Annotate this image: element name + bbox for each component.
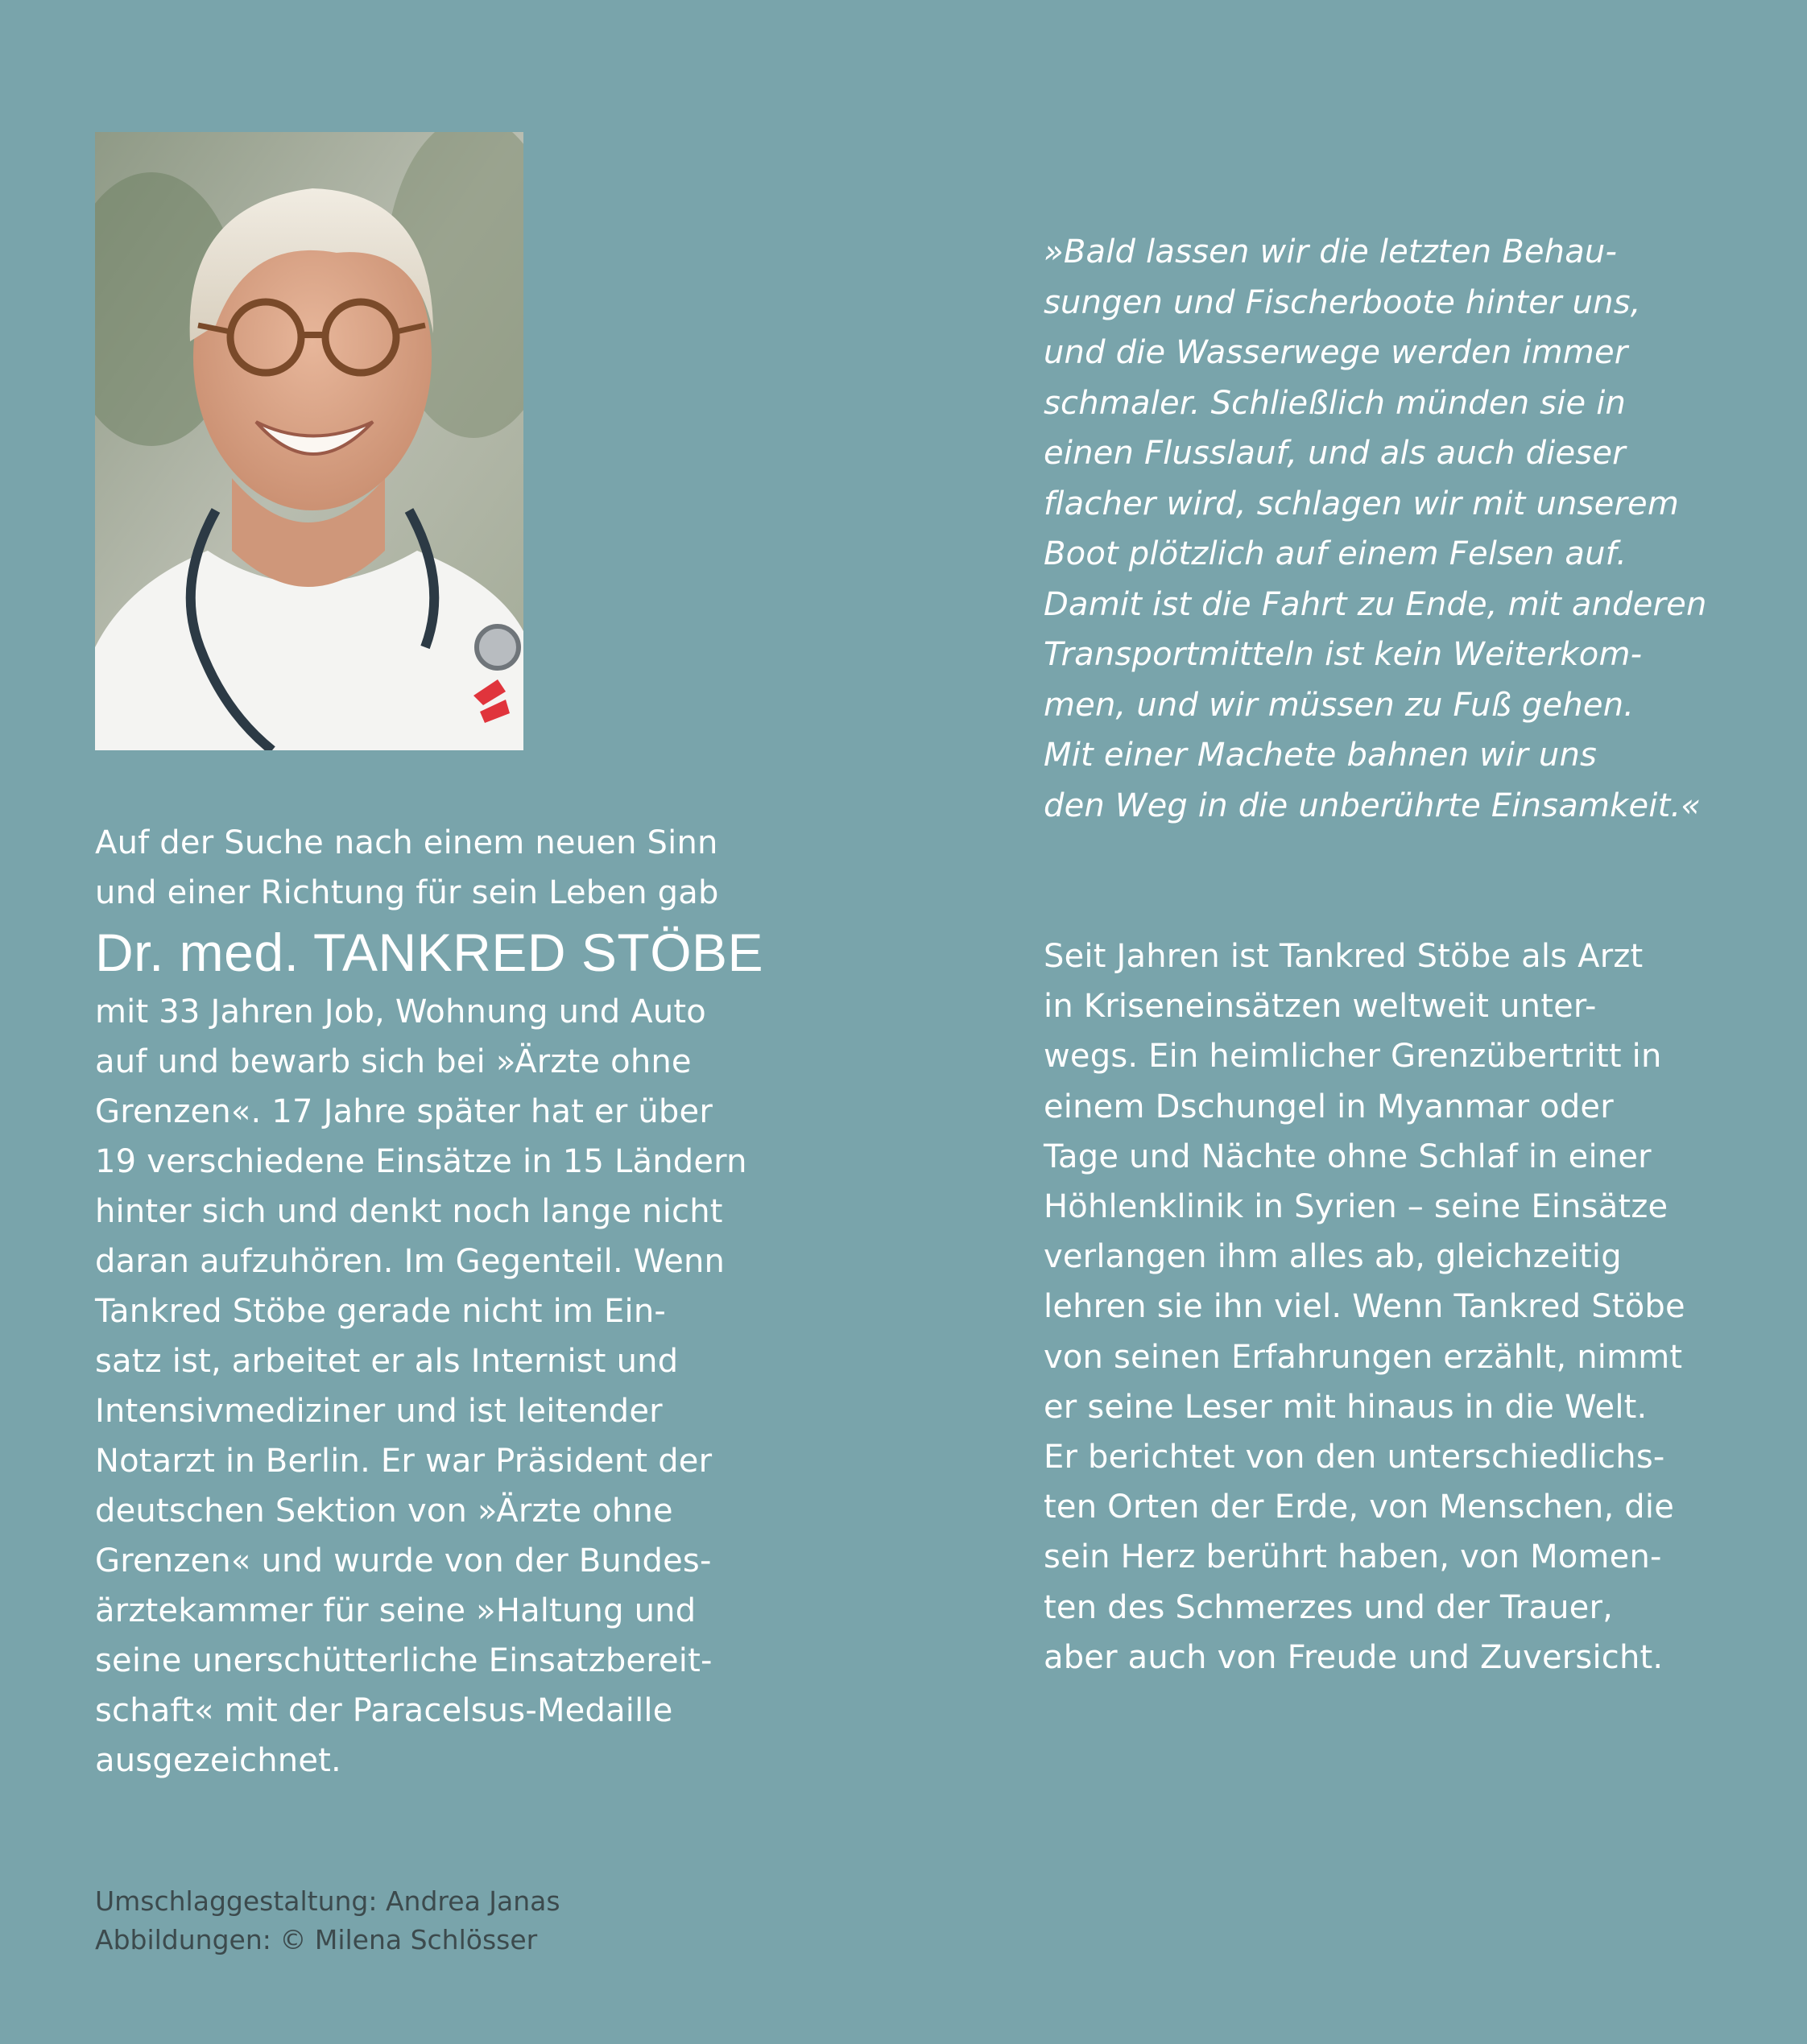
- author-photo: [95, 132, 523, 750]
- quote-line: schmaler. Schließlich münden sie in: [1044, 384, 1627, 422]
- description-line: ten Orten der Erde, von Menschen, die: [1044, 1489, 1675, 1526]
- bio-line: hinter sich und denkt noch lange nicht: [95, 1193, 723, 1230]
- bio-line: Tankred Stöbe gerade nicht im Ein-: [95, 1293, 667, 1330]
- description-line: Höhlenklinik in Syrien – seine Einsätze: [1044, 1188, 1668, 1226]
- author-name: Dr. med. TANKRED STÖBE: [95, 923, 764, 982]
- description-line: Er berichtet von den unterschiedlichs-: [1044, 1439, 1665, 1476]
- bio-text: [95, 987, 788, 1786]
- intro-text: [95, 818, 788, 918]
- quote-line: Damit ist die Fahrt zu Ende, mit anderen: [1044, 585, 1707, 623]
- image-credit: Abbildungen: © Milena Schlösser: [95, 1924, 538, 1955]
- bio-line: 19 verschiedene Einsätze in 15 Ländern: [95, 1143, 747, 1180]
- quote-line: Mit einer Machete bahnen wir uns: [1044, 737, 1598, 774]
- description-line: einem Dschungel in Myanmar oder: [1044, 1088, 1614, 1125]
- bio-line: ärztekammer für seine »Haltung und: [95, 1592, 697, 1629]
- bio-line: seine unerschütterliche Einsatzbereit-: [95, 1642, 713, 1679]
- quote-line: und die Wasserwege werden immer: [1044, 334, 1628, 371]
- description-line: ten des Schmerzes und der Trauer,: [1044, 1588, 1614, 1626]
- description-line: Seit Jahren ist Tankred Stöbe als Arzt: [1044, 938, 1644, 975]
- quote-line: »Bald lassen wir die letzten Behau-: [1044, 233, 1618, 270]
- bio-line: Grenzen« und wurde von der Bundes-: [95, 1542, 712, 1579]
- quote-line: Boot plötzlich auf einem Felsen auf.: [1044, 535, 1627, 572]
- author-portrait-image: [95, 132, 523, 750]
- cover-design-credit: Umschlaggestaltung: Andrea Janas: [95, 1885, 560, 1917]
- bio-line: satz ist, arbeitet er als Internist und: [95, 1343, 679, 1380]
- bio-line: Grenzen«. 17 Jahre später hat er über: [95, 1093, 713, 1130]
- quote-line: den Weg in die unberührte Einsamkeit.«: [1044, 787, 1702, 824]
- bio-line: deutschen Sektion von »Ärzte ohne: [95, 1493, 673, 1530]
- quote-line: Transportmitteln ist kein Weiterkom-: [1044, 636, 1643, 673]
- description-line: er seine Leser mit hinaus in die Welt.: [1044, 1388, 1648, 1426]
- book-description: [1044, 931, 1736, 1683]
- bio-line: mit 33 Jahren Job, Wohnung und Auto: [95, 993, 706, 1030]
- description-line: Tage und Nächte ohne Schlaf in einer: [1044, 1138, 1652, 1175]
- bio-line: Notarzt in Berlin. Er war Präsident der: [95, 1443, 713, 1480]
- description-line: verlangen ihm alles ab, gleichzeitig: [1044, 1238, 1622, 1276]
- description-line: aber auch von Freude und Zuversicht.: [1044, 1638, 1664, 1676]
- description-line: in Kriseneinsätzen weltweit unter-: [1044, 988, 1597, 1026]
- intro-line: Auf der Suche nach einem neuen Sinn: [95, 824, 718, 861]
- bio-line: daran aufzuhören. Im Gegenteil. Wenn: [95, 1243, 726, 1280]
- description-line: lehren sie ihn viel. Wenn Tankred Stöbe: [1044, 1288, 1685, 1326]
- description-line: sein Herz berührt haben, von Momen-: [1044, 1538, 1662, 1576]
- author-bio: [95, 818, 788, 1786]
- quote-line: einen Flusslauf, und als auch dieser: [1044, 435, 1626, 472]
- book-quote: [1044, 227, 1736, 831]
- bio-line: ausgezeichnet.: [95, 1742, 341, 1779]
- intro-line: und einer Richtung für sein Leben gab: [95, 874, 719, 911]
- description-line: wegs. Ein heimlicher Grenzübertritt in: [1044, 1038, 1662, 1076]
- bio-line: Intensivmediziner und ist leitender: [95, 1393, 663, 1430]
- description-line: von seinen Erfahrungen erzählt, nimmt: [1044, 1338, 1683, 1376]
- bio-line: auf und bewarb sich bei »Ärzte ohne: [95, 1043, 692, 1080]
- quote-line: flacher wird, schlagen wir mit unserem: [1044, 485, 1680, 522]
- credits: [95, 1882, 560, 1959]
- quote-line: men, und wir müssen zu Fuß gehen.: [1044, 686, 1635, 724]
- quote-line: sungen und Fischerboote hinter uns,: [1044, 283, 1641, 321]
- bio-line: schaft« mit der Paracelsus-Medaille: [95, 1692, 673, 1729]
